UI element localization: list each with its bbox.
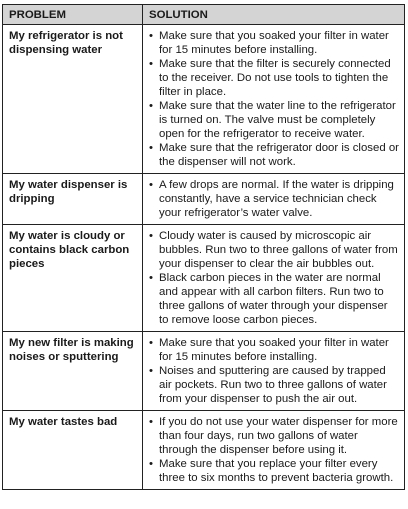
problem-cell: My water dispenser is dripping [3, 174, 143, 225]
problem-cell: My refrigerator is not dispensing water [3, 25, 143, 174]
table-header-row [3, 5, 405, 25]
problem-cell: My new filter is making noises or sputtering [3, 332, 143, 411]
table-row [3, 332, 405, 411]
solution-column-header: SOLUTION [143, 5, 405, 25]
solution-item: • Make sure that the filter is securely connected to the receiver. Do not use tools to tighten the filter in place. [148, 57, 399, 99]
table-row [3, 411, 405, 490]
solution-cell [143, 225, 405, 332]
problem-cell: My water tastes bad [3, 411, 143, 490]
table-row [3, 225, 405, 332]
problem-cell: My water is cloudy or contains black carbon pieces [3, 225, 143, 332]
solution-item: • Make sure that you soaked your filter in water for 15 minutes before installing. [148, 29, 399, 57]
table-row [3, 174, 405, 225]
troubleshooting-table [2, 4, 405, 490]
solution-cell [143, 332, 405, 411]
solution-item: • Black carbon pieces in the water are normal and appear with all carbon filters. Run two to three gallons of water through your dispenser to remove loose carbon pieces. [148, 271, 399, 327]
solution-item: • Make sure that the water line to the refrigerator is turned on. The valve must be completely open for the refrigerator to receive water. [148, 99, 399, 141]
solution-list [148, 229, 399, 327]
solution-item: • Noises and sputtering are caused by trapped air pockets. Run two to three gallons of water from your dispenser to push the air out. [148, 364, 399, 406]
solution-item: • Cloudy water is caused by microscopic air bubbles. Run two to three gallons of water from your dispenser to clear the air bubbles out. [148, 229, 399, 271]
solution-item: • Make sure that you replace your filter every three to six months to prevent bacteria growth. [148, 457, 399, 485]
table-row [3, 25, 405, 174]
solution-list [148, 178, 399, 220]
solution-cell [143, 174, 405, 225]
solution-list [148, 29, 399, 169]
solution-cell [143, 25, 405, 174]
solution-item: • Make sure that you soaked your filter in water for 15 minutes before installing. [148, 336, 399, 364]
problem-column-header: PROBLEM [3, 5, 143, 25]
solution-item: • A few drops are normal. If the water is dripping constantly, have a service technician check your refrigerator’s water valve. [148, 178, 399, 220]
solution-cell [143, 411, 405, 490]
solution-list [148, 336, 399, 406]
solution-item: • If you do not use your water dispenser for more than four days, run two gallons of water through the dispenser before using it. [148, 415, 399, 457]
solution-list [148, 415, 399, 485]
troubleshooting-document [2, 4, 404, 490]
solution-item: • Make sure that the refrigerator door is closed or the dispenser will not work. [148, 141, 399, 169]
